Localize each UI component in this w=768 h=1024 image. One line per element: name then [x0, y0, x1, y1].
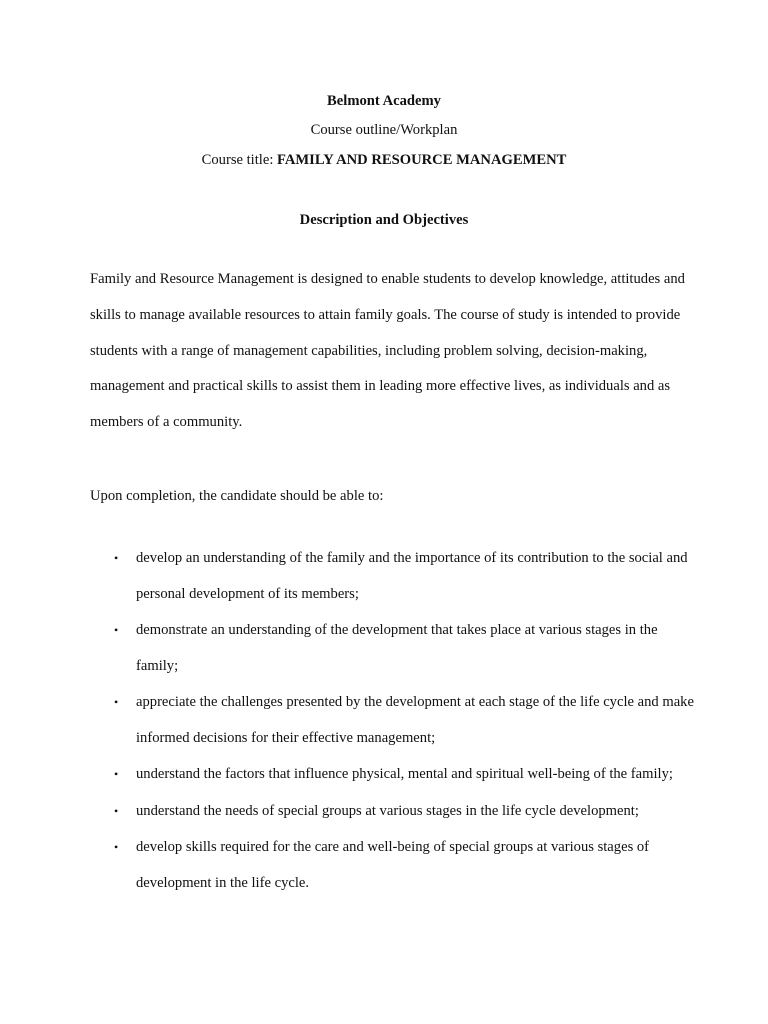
objective-item — [0, 830, 696, 901]
objective-text: develop skills required for the care and well-being of special groups at various stages of development in the life cycle. — [136, 839, 650, 891]
objective-text: appreciate the challenges presented by the development at each stage of the life cycle and make informed decisions for their effective management; — [136, 694, 694, 746]
bullet-icon: • — [114, 803, 119, 818]
objectives-list — [0, 541, 768, 902]
bullet-icon: • — [114, 767, 119, 781]
objective-item — [0, 685, 696, 756]
objectives-intro: Upon completion, the candidate should be able to: — [90, 488, 384, 504]
objective-item — [0, 794, 696, 830]
objective-text: understand the needs of special groups at various stages in the life cycle development; — [136, 802, 639, 819]
objective-item — [0, 541, 696, 612]
section-heading: Description and Objectives — [299, 212, 469, 228]
course-title-value: FAMILY AND RESOURCE MANAGEMENT — [277, 152, 567, 168]
bullet-icon: • — [114, 840, 119, 854]
objective-text: develop an understanding of the family and the importance of its contribution to the social and personal development of its members; — [136, 550, 688, 602]
objective-item — [0, 613, 696, 684]
description-paragraph: Family and Resource Management is designed to enable students to develop knowledge, attitudes and skills to manage available resources to attain family goals. The course of study is intended to provide students with a range of management capabilities, including problem solving, decision-making, management and practical skills to assist them in leading more effective lives, as individuals and as members of a community. — [90, 271, 685, 431]
objective-item — [0, 757, 696, 793]
objective-text: demonstrate an understanding of the development that takes place at various stages in the family; — [136, 622, 658, 674]
bullet-icon: • — [114, 623, 119, 637]
bullet-icon: • — [114, 695, 119, 709]
objective-text: understand the factors that influence physical, mental and spiritual well-being of the family; — [136, 766, 673, 782]
course-title-label: Course title: — [201, 152, 278, 168]
school-name: Belmont Academy — [327, 93, 441, 109]
bullet-icon: • — [114, 551, 119, 565]
course-title — [0, 152, 768, 169]
document-subtitle: Course outline/Workplan — [310, 122, 458, 138]
